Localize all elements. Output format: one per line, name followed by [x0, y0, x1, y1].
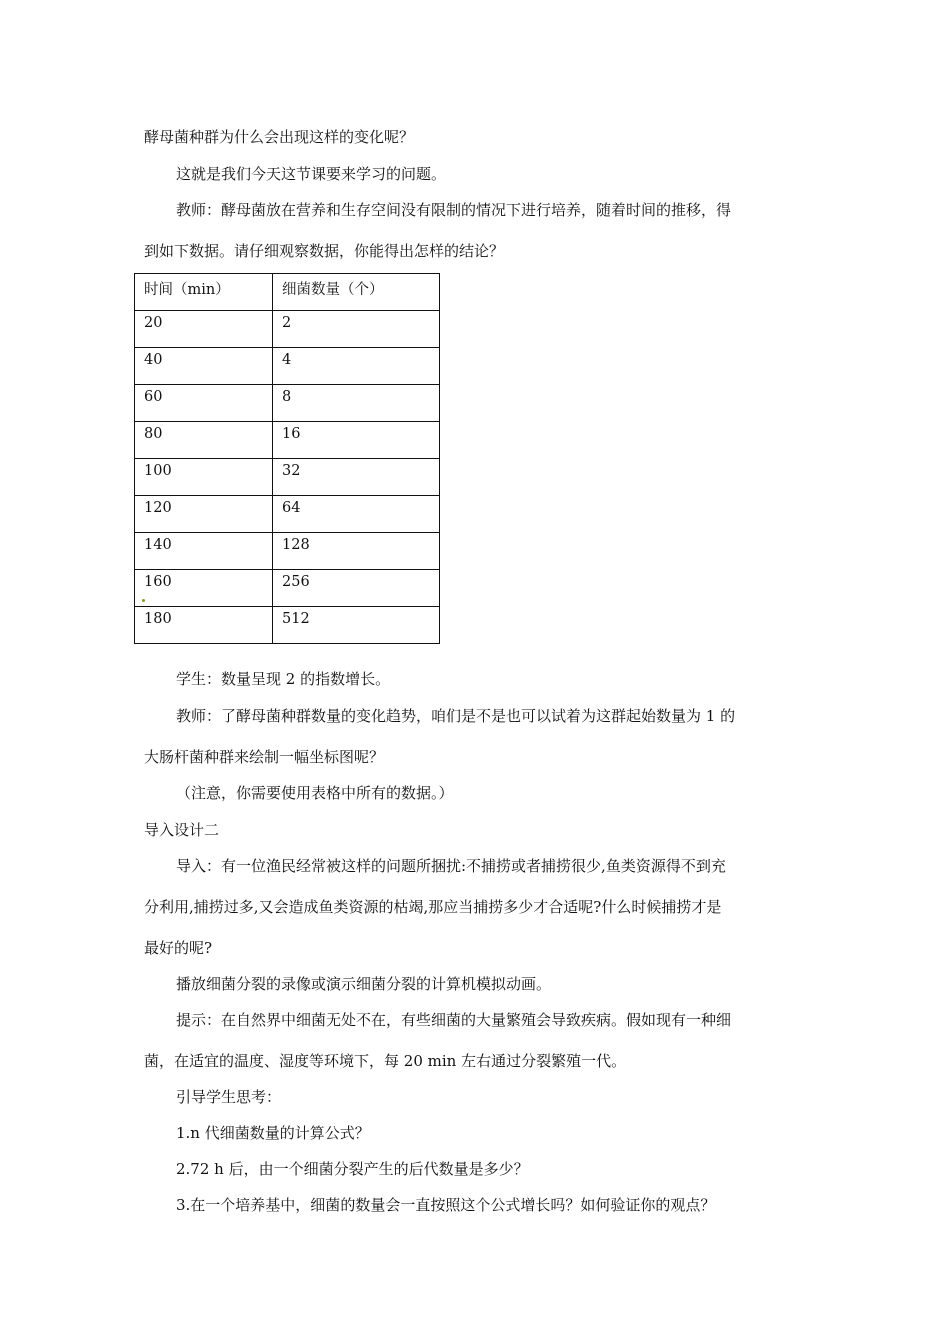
teacher-prompt-line1: 教师：了酵母菌种群数量的变化趋势，咱们是不是也可以试着为这群起始数量为 1 的 [176, 707, 736, 725]
bacteria-data-table [134, 273, 440, 644]
table-cell-time: 40 [135, 348, 273, 385]
intro-line1: 导入：有一位渔民经常被这样的问题所捆扰:不捕捞或者捕捞很少,鱼类资源得不到充 [176, 857, 726, 875]
hint-line2: 菌，在适宜的温度、湿度等环境下，每 20 min 左右通过分裂繁殖一代。 [144, 1052, 627, 1070]
table-cell-count: 4 [273, 348, 440, 385]
note-text: （注意，你需要使用表格中所有的数据。） [176, 784, 454, 802]
table-row [135, 422, 440, 459]
table-header-row [135, 274, 440, 311]
paragraph-teacher-line2: 到如下数据。请仔细观察数据，你能得出怎样的结论？ [144, 242, 505, 260]
table-cell-time: 140 [135, 533, 273, 570]
table-cell-time: 20 [135, 311, 273, 348]
table-cell-time: 80 [135, 422, 273, 459]
table-cell-count: 512 [273, 607, 440, 644]
table-row [135, 496, 440, 533]
table-row [135, 385, 440, 422]
hint-line1: 提示：在自然界中细菌无处不在，有些细菌的大量繁殖会导致疾病。假如现有一种细 [176, 1011, 732, 1029]
table-row [135, 607, 440, 644]
table-header-count: 细菌数量（个） [273, 274, 440, 311]
teacher-prompt-line2: 大肠杆菌种群来绘制一幅坐标图呢？ [144, 748, 385, 766]
question-3: 3.在一个培养基中，细菌的数量会一直按照这个公式增长吗？如何验证你的观点？ [176, 1196, 716, 1214]
guide-heading: 引导学生思考： [176, 1088, 282, 1106]
table-row [135, 311, 440, 348]
question-1: 1.n 代细菌数量的计算公式？ [176, 1124, 370, 1142]
table-row [135, 348, 440, 385]
table-cell-count: 256 [273, 570, 440, 607]
student-answer: 学生：数量呈现 2 的指数增长。 [176, 670, 391, 688]
table-cell-count: 64 [273, 496, 440, 533]
table-cell-time: 180 [135, 607, 273, 644]
table-cell-time: 120 [135, 496, 273, 533]
table-cell-count: 128 [273, 533, 440, 570]
table-cell-time: 60 [135, 385, 273, 422]
paragraph-question: 酵母菌种群为什么会出现这样的变化呢？ [144, 128, 415, 146]
table-row [135, 459, 440, 496]
table-header-time: 时间（min） [135, 274, 273, 311]
section-heading: 导入设计二 [144, 821, 220, 839]
question-2: 2.72 h 后，由一个细菌分裂产生的后代数量是多少？ [176, 1160, 529, 1178]
table-row [135, 533, 440, 570]
intro-line2: 分利用,捕捞过多,又会造成鱼类资源的枯竭,那应当捕捞多少才合适呢?什么时候捕捞才是 [144, 898, 722, 916]
paragraph-teacher-line1: 教师：酵母菌放在营养和生存空间没有限制的情况下进行培养，随着时间的推移，得 [176, 201, 732, 219]
table-cell-count: 2 [273, 311, 440, 348]
table-cell-time: 160 [135, 570, 273, 607]
intro-line3: 最好的呢? [144, 939, 213, 957]
table-cell-time: 100 [135, 459, 273, 496]
stray-mark [142, 599, 145, 602]
table-row [135, 570, 440, 607]
table-cell-count: 16 [273, 422, 440, 459]
table-cell-count: 32 [273, 459, 440, 496]
table-cell-count: 8 [273, 385, 440, 422]
play-video-text: 播放细菌分裂的录像或演示细菌分裂的计算机模拟动画。 [176, 975, 552, 993]
paragraph-intro: 这就是我们今天这节课要来学习的问题。 [176, 165, 447, 183]
